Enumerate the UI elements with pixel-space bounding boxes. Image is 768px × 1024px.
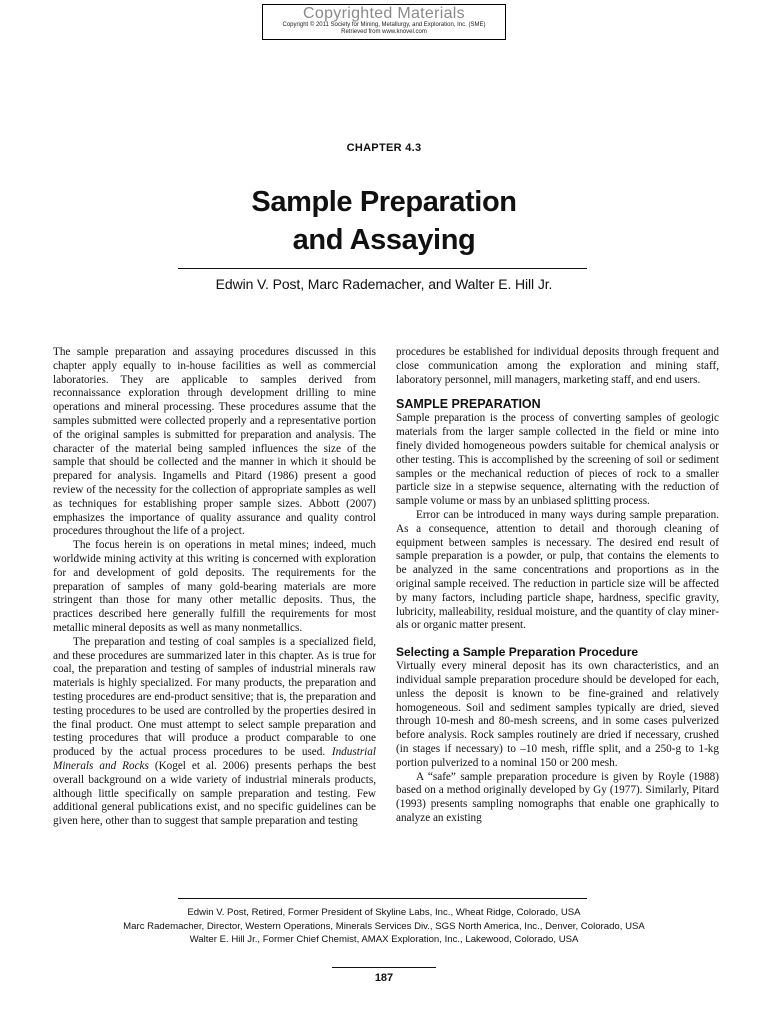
section-heading: SAMPLE PREPARATION bbox=[396, 397, 541, 412]
banner-title: Copyrighted Materials bbox=[303, 5, 465, 22]
chapter-title-line-1: Sample Preparation bbox=[251, 186, 517, 218]
paragraph bbox=[53, 636, 376, 829]
affiliation: Walter E. Hill Jr., Former Chief Chemist, AMAX Exploration, Inc., Lakewood, Colorado, USA bbox=[189, 934, 579, 945]
chapter-label: CHAPTER 4.3 bbox=[346, 142, 422, 154]
title-divider bbox=[178, 268, 587, 269]
paragraph-text: The preparation and testing of coal samples is a specialized field, and these procedures are summarized later in this chapter. As is true for coal, the preparation and testing of samples of industrial minerals raw materials is highly specialized. For many products, the preparation and testing procedures are end-product sensitive; that is, the preparation and testing procedures to be used are controlled by the properties desired in the final product. One must attempt to select sample preparation and testing procedures that will produce a product comparable to one produced by the actual process procedures to be used. bbox=[53, 635, 376, 759]
affiliation: Edwin V. Post, Retired, Former President of Skyline Labs, Inc., Wheat Ridge, Colorado, USA bbox=[187, 907, 581, 918]
chapter-title bbox=[0, 183, 768, 259]
body-column-left bbox=[53, 346, 376, 829]
paragraph: Error can be introduced in many ways during sample preparation. As a consequence, attention to detail and thorough cleaning of equipment between samples is necessary. The desired end result of sample preparation is a powder, or pulp, that contains the elements to be analyzed in the same concentrations and proportions as in the original sample received. The reduction in particle size will be affected by many factors, including particle shape, hardness, specific gravity, lubricity, malleability, residual moisture, and the quantity of clay minerals or organic matter present. bbox=[396, 508, 719, 632]
paragraph: A “safe” sample preparation procedure is given by Royle (1988) based on a method originally developed by Gy (1977). Similarly, Pitard (1993) presents sampling nomographs that enable one graphically to analyze an existing bbox=[396, 770, 719, 824]
chapter-title-line-2: and Assaying bbox=[292, 224, 476, 256]
banner-retrieved: Retrieved from www.knovel.com bbox=[341, 29, 427, 35]
page-number: 187 bbox=[374, 972, 394, 984]
author-affiliations bbox=[0, 906, 768, 947]
affiliation: Marc Rademacher, Director, Western Operations, Minerals Services Div., SGS North America, Inc., Denver, Colorado, USA bbox=[123, 920, 645, 932]
copyright-banner bbox=[262, 4, 506, 40]
paragraph: Sample preparation is the process of converting samples of geologic materials from the larger sample collected in the field or mine into finely divided homogeneous powders suitable for chemical analysis or other testing. This is accomplished by the screening of soil or sediment samples or the mechanical reduction of pieces of rock to a smaller particle size in a stepwise sequence, alternating with the reduction of sample volume or mass by an unbiased splitting process. bbox=[396, 412, 719, 508]
body-column-right bbox=[396, 346, 719, 826]
page-number-rule bbox=[332, 967, 436, 968]
subsection-heading: Selecting a Sample Preparation Procedure bbox=[396, 645, 639, 660]
paragraph: procedures be established for individual deposits through frequent and close communication among the exploration and mining staff, laboratory personnel, mill managers, marketing staff, and end users. bbox=[396, 346, 719, 386]
authors: Edwin V. Post, Marc Rademacher, and Walter E. Hill Jr. bbox=[215, 276, 553, 292]
book-title: Industrial Minerals and Rocks bbox=[53, 746, 376, 772]
paragraph: Virtually every mineral deposit has its own characteristics, and an individual sample preparation procedure should be developed for each, unless the deposit is known to be fine-grained and relatively homogeneous. Soil and sediment samples typically are dried, sieved through 10-mesh and 80-mesh screens, and in some cases pulverized before analysis. Rock samples routinely are dried if necessary, crushed (in stages if necessary) to –10 mesh, riffle split, and a 250-g to 1-kg portion pulverized to a nominal 150 or 200 mesh. bbox=[396, 660, 719, 769]
paragraph-text: (Kogel et al. 2006) presents perhaps the best overall background on a wide variety of industrial minerals products, although little specifically on sample preparation and testing. Few additional general publications exist, and no specific guidelines can be given here, other than to suggest that sample preparation and testing bbox=[53, 759, 376, 828]
banner-copyright: Copyright © 2011 Society for Mining, Metallurgy, and Exploration, Inc. (SME) bbox=[282, 22, 486, 28]
paragraph: The sample preparation and assaying procedures discussed in this chapter apply equally to in-house facilities as well as commercial laboratories. They are applicable to samples derived from reconnaissance exploration through development drilling to mine operations and mineral processing. These procedures assume that the samples submitted were collected properly and a representative portion of the original samples is submitted for preparation and analysis. The character of the material being sampled influences the size of the sample that should be collected and the manner in which it should be prepared for analysis. Ingamells and Pitard (1986) present a good review of the necessity for the collection of appropriate samples as well as techniques for establishing proper sample sizes. Abbott (2007) emphasizes the importance of quality assurance and quality control procedures throughout the life of a project. bbox=[53, 346, 376, 538]
footnote-divider bbox=[178, 898, 587, 899]
paragraph: The focus herein is on operations in metal mines; indeed, much worldwide mining activity at this writing is concerned with exploration for and development of gold deposits. The requirements for the preparation of samples of many gold-bearing materials are more stringent than those for many other metallic deposits. Thus, the practices described here generally fulfill the requirements for most metallic mineral deposits as well as many nonmetallics. bbox=[53, 539, 376, 634]
